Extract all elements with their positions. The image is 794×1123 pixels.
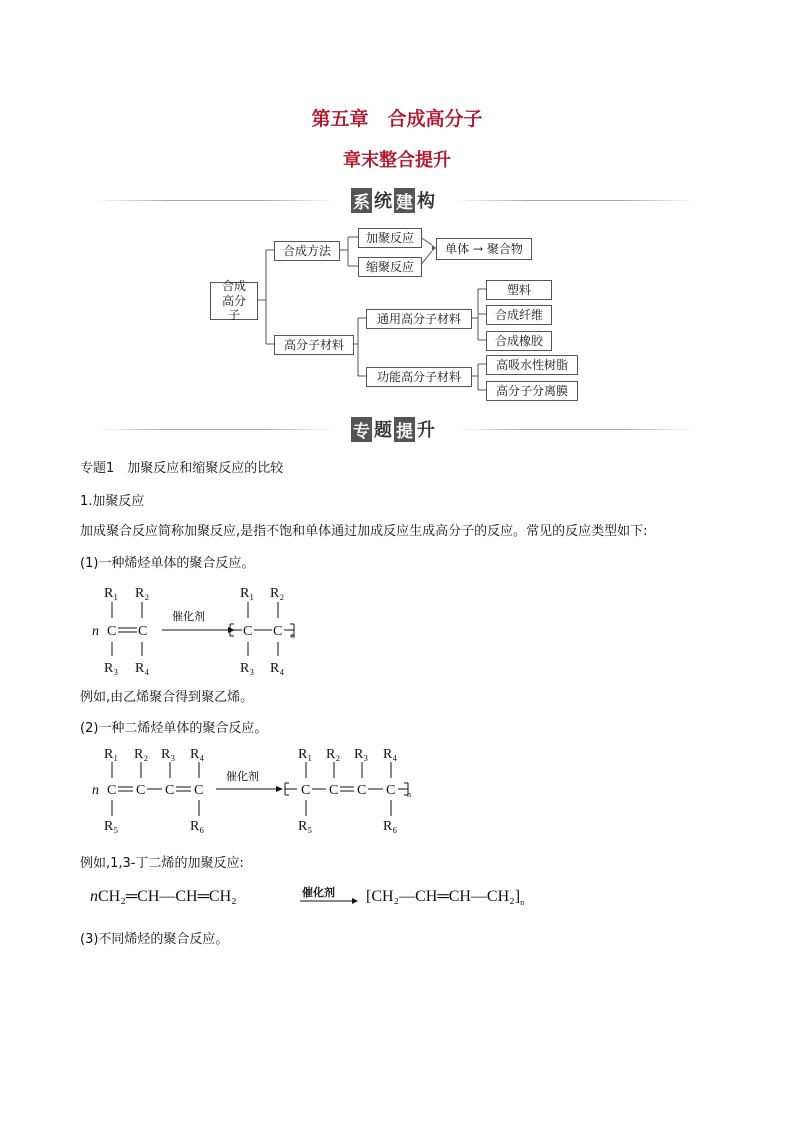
carbon-1: C xyxy=(107,624,117,639)
product-r2: R₂ xyxy=(270,586,285,601)
dp-c3: C xyxy=(357,783,367,798)
n-coefficient: n xyxy=(92,624,99,639)
dp-r3: R₃ xyxy=(354,747,369,762)
dp-r2: R₂ xyxy=(326,747,341,762)
tree-condensation: 缩聚反应 xyxy=(358,257,422,277)
tree-plastic: 塑料 xyxy=(486,280,552,300)
product-carbon-2: C xyxy=(273,624,283,639)
subheading-addition: 1.加聚反应 xyxy=(80,494,145,509)
tree-root: 合成高分子 xyxy=(210,282,258,320)
tree-functional-materials: 功能高分子材料 xyxy=(366,367,472,387)
d-c3: C xyxy=(165,783,175,798)
butadiene-reactant: nCH₂═CH—CH═CH₂ xyxy=(90,888,237,905)
dp-c2: C xyxy=(329,783,339,798)
paragraph-addition: 加成聚合反应简称加聚反应,是指不饱和单体通过加成反应生成高分子的反应。常见的反应类型如下: xyxy=(80,524,648,539)
reaction-diene-polymerization xyxy=(80,742,430,838)
example-1: 例如,由乙烯聚合得到聚乙烯。 xyxy=(80,690,254,705)
banner-system-construction: 系 统 建 构 xyxy=(350,188,436,212)
dp-c4: C xyxy=(386,783,396,798)
dp-c1: C xyxy=(301,783,311,798)
subsection-3: (3)不同烯烃的聚合反应。 xyxy=(80,932,229,947)
d-r4: R₄ xyxy=(190,747,205,762)
reaction-alkene-polymerization xyxy=(80,580,360,680)
catalyst-label-2: 催化剂 xyxy=(226,770,259,783)
chapter-title: 第五章 合成高分子 xyxy=(311,108,483,130)
tree-rubber: 合成橡胶 xyxy=(486,331,552,351)
product-carbon-1: C xyxy=(243,624,253,639)
r1-label: R₁ xyxy=(104,586,119,601)
dp-r5: R₅ xyxy=(298,819,313,834)
r3-label: R₃ xyxy=(104,661,119,676)
banner-topic-improvement: 专 题 提 升 xyxy=(350,417,436,441)
subsection-1: (1)一种烯烃单体的聚合反应。 xyxy=(80,556,255,571)
tree-materials: 高分子材料 xyxy=(274,335,354,355)
d-r3: R₃ xyxy=(161,747,176,762)
dp-r4: R₄ xyxy=(383,747,398,762)
subscript-n: n xyxy=(291,631,295,640)
r4-label: R₄ xyxy=(135,661,150,676)
r2-label: R₂ xyxy=(135,586,150,601)
catalyst-label: 催化剂 xyxy=(172,610,205,623)
subsection-2: (2)一种二烯烃单体的聚合反应。 xyxy=(80,721,268,736)
tree-separation-membrane: 高分子分离膜 xyxy=(486,381,578,401)
section-title: 章末整合提升 xyxy=(343,150,451,171)
catalyst-label-3: 催化剂 xyxy=(302,886,335,899)
tree-connectors xyxy=(0,0,794,420)
d-r1: R₁ xyxy=(104,747,119,762)
example-2: 例如,1,3-丁二烯的加聚反应: xyxy=(80,856,244,871)
tree-fiber: 合成纤维 xyxy=(486,305,552,325)
dp-r6: R₆ xyxy=(383,819,398,834)
banner2-divider-right xyxy=(455,429,695,430)
product-r1: R₁ xyxy=(240,586,255,601)
d-c4: C xyxy=(194,783,204,798)
tree-monomer-polymer: 单体 → 聚合物 xyxy=(436,238,532,260)
reaction-arrow-3 xyxy=(300,896,360,906)
d-r6: R₆ xyxy=(190,819,205,834)
butadiene-product: $[CH_2—CH═CH—CH_2]_n$ xyxy=(366,888,525,908)
d-c1: C xyxy=(107,783,117,798)
dp-subscript-n: n xyxy=(407,790,411,799)
banner2-divider-left xyxy=(95,429,335,430)
tree-general-materials: 通用高分子材料 xyxy=(366,309,472,329)
tree-absorbent-resin: 高吸水性树脂 xyxy=(486,355,578,375)
d-r2: R₂ xyxy=(134,747,149,762)
product-r3: R₃ xyxy=(240,661,255,676)
dp-r1: R₁ xyxy=(298,747,313,762)
topic-heading: 专题1 加聚反应和缩聚反应的比较 xyxy=(80,461,284,476)
d-r5: R₅ xyxy=(104,819,119,834)
carbon-2: C xyxy=(138,624,148,639)
d-n: n xyxy=(92,783,99,798)
tree-addition: 加聚反应 xyxy=(358,228,422,248)
d-c2: C xyxy=(136,783,146,798)
tree-method: 合成方法 xyxy=(274,241,340,261)
product-r4: R₄ xyxy=(270,661,285,676)
